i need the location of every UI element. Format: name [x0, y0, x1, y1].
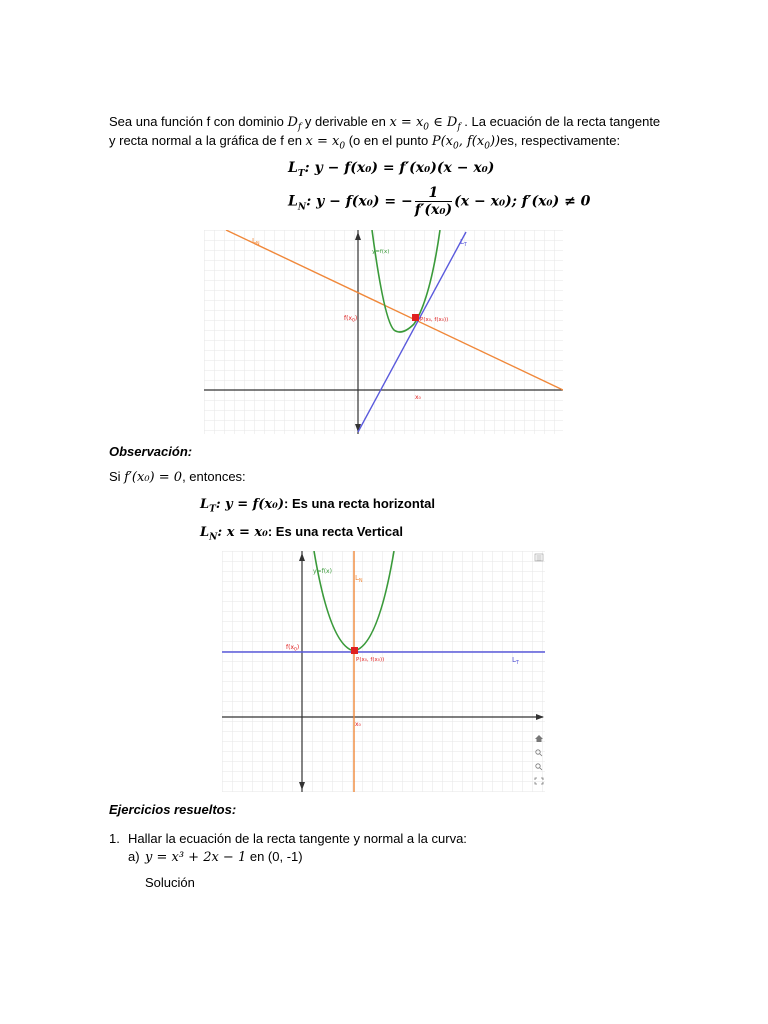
- observation-text: , entonces:: [182, 469, 246, 484]
- intro-text: Sea una función f con dominio: [109, 114, 288, 129]
- solution-label: Solución: [145, 875, 195, 890]
- horizontal-tangent-graph: [222, 551, 545, 792]
- x0-condition: $x = x_0$: [305, 134, 346, 152]
- normal-line-formula: $L_N$: y − f(x₀) = − $\frac{1}{\text{f′(x₀)}}$ (x − x₀); f′(x₀) ≠ 0: [288, 185, 591, 218]
- tangent-point-marker: [351, 647, 358, 654]
- derivative-zero-condition: f′(x₀) = 0: [124, 470, 183, 485]
- label-point: P(x₀, f(x₀)): [420, 317, 449, 323]
- tangent-line-formula: $L_T$: y − f(x₀) = f′(x₀)(x − x₀): [288, 160, 495, 179]
- intro-text: . La ecuación de la recta tangente: [460, 114, 661, 129]
- label-tangent-line: $L_T$: [512, 656, 519, 666]
- tangent-point-marker: [412, 314, 419, 321]
- label-fx0: $f(x_0)$: [344, 315, 358, 324]
- intro-text: y derivable en: [301, 114, 390, 129]
- label-x0: x₀: [355, 721, 361, 728]
- tangent-normal-graph: [204, 230, 563, 434]
- exercise-number: 1.: [109, 831, 120, 846]
- intro-line-2: [109, 133, 620, 152]
- intro-text: (o en el punto: [345, 133, 432, 148]
- label-function: y=f(x): [372, 249, 390, 255]
- exercise-1a-label: a): [128, 849, 140, 864]
- exercise-1-text: Hallar la ecuación de la recta tangente y normal a la curva:: [128, 831, 467, 846]
- settings-icon[interactable]: [535, 554, 543, 561]
- observation-text: Si: [109, 469, 125, 484]
- domain-symbol: $D_f$: [287, 115, 302, 133]
- label-x0: x₀: [415, 394, 421, 401]
- horizontal-tangent-statement: $L_T$: y = f(x₀): Es una recta horizontal: [200, 496, 435, 515]
- normal-slope-fraction: $\frac{1}{\text{f′(x₀)}}$: [414, 185, 453, 218]
- vertical-normal-statement: $L_N$: x = x₀: Es una recta Vertical: [200, 524, 403, 543]
- intro-text: y recta normal a la gráfica de f en: [109, 133, 306, 148]
- exercise-1: [109, 831, 120, 846]
- intro-text: es, respectivamente:: [500, 133, 621, 148]
- label-fx0: $f(x_0)$: [286, 644, 300, 653]
- intro-line-1: [109, 114, 660, 133]
- point-p: $P(x_0$, $f(x_0)$): [431, 134, 501, 152]
- label-normal-line: $L_N$: [355, 574, 363, 584]
- label-function: y=f(x): [313, 568, 332, 575]
- label-tangent-line: $L_T$: [460, 238, 467, 248]
- label-point: P(x₀, f(x₀)): [356, 657, 385, 663]
- label-normal-line: $L_N$: [252, 237, 260, 247]
- exercise-equation: y = x³ + 2x − 1: [145, 850, 247, 865]
- observation-condition: [109, 469, 246, 485]
- observation-heading: Observación:: [109, 444, 193, 459]
- exercise-point: en (0, -1): [246, 849, 303, 864]
- exercises-heading: Ejercicios resueltos:: [109, 802, 237, 817]
- exercise-1a: [145, 849, 303, 865]
- derivable-condition: $x = x_0$ ∈ $D_f$: [389, 115, 461, 133]
